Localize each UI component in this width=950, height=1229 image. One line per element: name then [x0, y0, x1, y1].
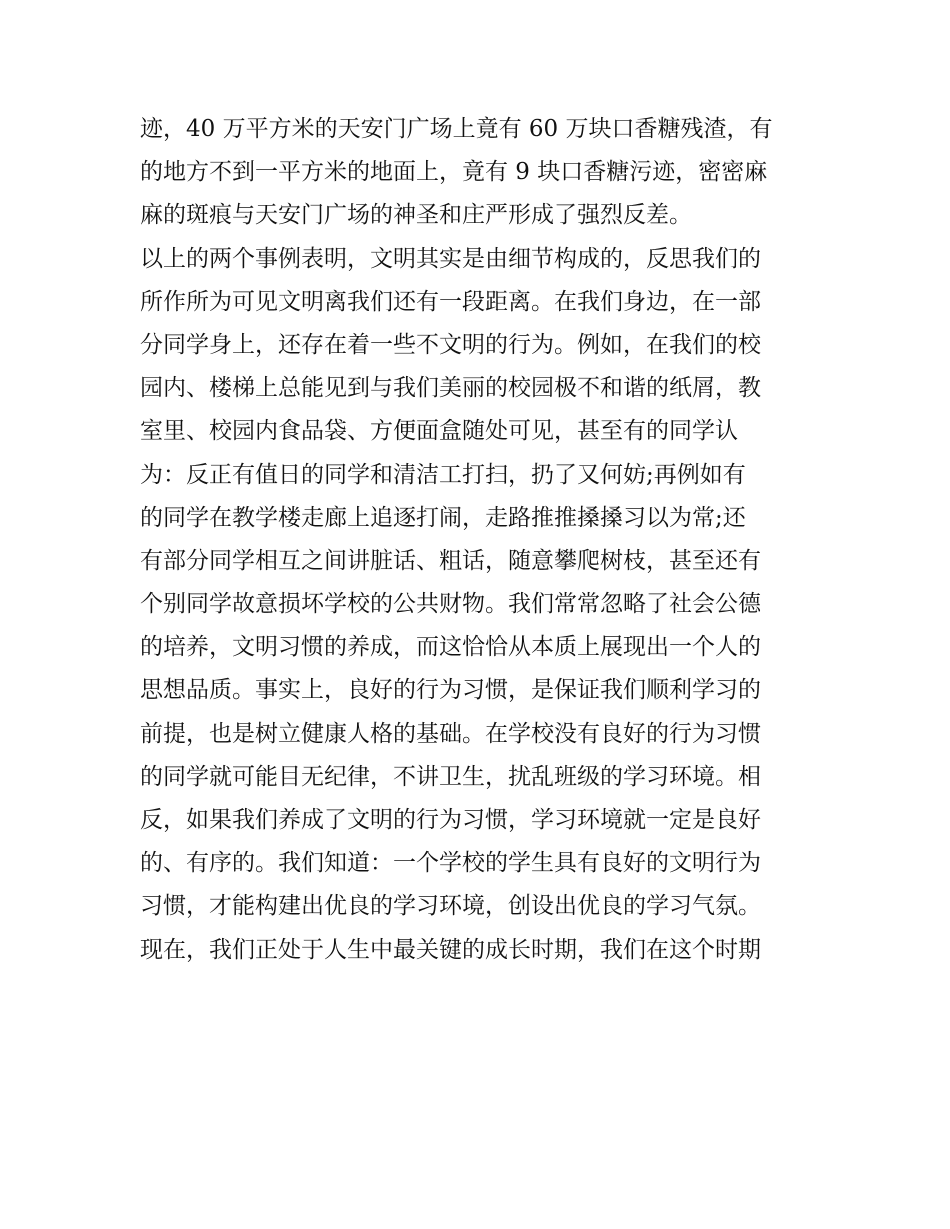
text-line: 室里、校园内食品袋、方便面盒随处可见，甚至有的同学认: [140, 418, 738, 445]
text-line: 园内、楼梯上总能见到与我们美丽的校园极不和谐的纸屑，教: [140, 375, 761, 402]
text-line: 的地方不到一平方米的地面上，竟有 9 块口香糖污迹，密密麻: [140, 159, 768, 186]
text-line: 的培养，文明习惯的养成，而这恰恰从本质上展现出一个人的: [140, 634, 761, 661]
text-line: 现在，我们正处于人生中最关键的成长时期，我们在这个时期: [140, 936, 761, 963]
text-line: 迹，40 万平方米的天安门广场上竟有 60 万块口香糖残渣，有: [140, 116, 773, 142]
body-text: [140, 108, 820, 972]
text-line: 麻的斑痕与天安门广场的神圣和庄严形成了强烈反差。: [140, 202, 692, 229]
text-line: 习惯，才能构建出优良的学习环境，创设出优良的学习气氛。: [140, 893, 761, 920]
text-line: 为：反正有值日的同学和清洁工打扫，扔了又何妨;再例如有: [140, 461, 746, 488]
text-line: 的同学在教学楼走廊上追逐打闹，走路推推搡搡习以为常;还: [140, 504, 746, 531]
text-line: 分同学身上，还存在着一些不文明的行为。例如，在我们的校: [140, 331, 761, 358]
text-line: 前提，也是树立健康人格的基础。在学校没有良好的行为习惯: [140, 720, 761, 747]
text-line: 个别同学故意损坏学校的公共财物。我们常常忽略了社会公德: [140, 591, 761, 618]
text-line: 思想品质。事实上，良好的行为习惯，是保证我们顺利学习的: [140, 677, 761, 704]
text-line: 的、有序的。我们知道：一个学校的学生具有良好的文明行为: [140, 850, 761, 877]
text-line: 有部分同学相互之间讲脏话、粗话，随意攀爬树枝，甚至还有: [140, 547, 761, 574]
text-line: 反，如果我们养成了文明的行为习惯，学习环境就一定是良好: [140, 807, 761, 833]
text-line: 所作所为可见文明离我们还有一段距离。在我们身边，在一部: [140, 288, 761, 315]
text-line: 以上的两个事例表明，文明其实是由细节构成的，反思我们的: [140, 245, 761, 272]
text-line: 的同学就可能目无纪律，不讲卫生，扰乱班级的学习环境。相: [140, 763, 761, 790]
